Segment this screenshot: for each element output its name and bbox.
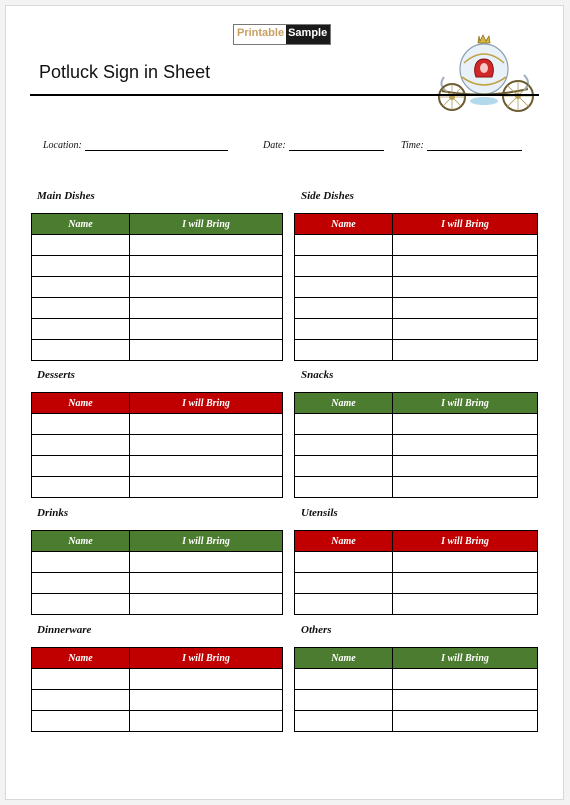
bring-cell[interactable] bbox=[130, 690, 283, 711]
table-main-dishes bbox=[31, 213, 283, 361]
name-cell[interactable] bbox=[295, 690, 393, 711]
table-utensils bbox=[294, 530, 538, 615]
bring-column-header: I will Bring bbox=[130, 531, 283, 552]
section-title-utensils: Utensils bbox=[301, 507, 338, 519]
table-row bbox=[295, 319, 538, 340]
table-header-row bbox=[295, 531, 538, 552]
name-column-header: Name bbox=[32, 393, 130, 414]
name-cell[interactable] bbox=[32, 340, 130, 361]
bring-cell[interactable] bbox=[393, 594, 538, 615]
page-title: Potluck Sign in Sheet bbox=[39, 62, 211, 82]
table-row bbox=[32, 414, 283, 435]
table-header-row bbox=[32, 214, 283, 235]
name-cell[interactable] bbox=[295, 573, 393, 594]
bring-column-header: I will Bring bbox=[393, 393, 538, 414]
bring-cell[interactable] bbox=[393, 573, 538, 594]
header-rule bbox=[30, 94, 539, 96]
name-cell[interactable] bbox=[32, 690, 130, 711]
name-cell[interactable] bbox=[295, 669, 393, 690]
bring-cell[interactable] bbox=[130, 298, 283, 319]
bring-cell[interactable] bbox=[130, 256, 283, 277]
name-cell[interactable] bbox=[32, 277, 130, 298]
table-row bbox=[295, 690, 538, 711]
table-row bbox=[32, 319, 283, 340]
bring-column-header: I will Bring bbox=[130, 648, 283, 669]
name-column-header: Name bbox=[295, 393, 393, 414]
bring-column-header: I will Bring bbox=[130, 393, 283, 414]
name-cell[interactable] bbox=[32, 319, 130, 340]
name-cell[interactable] bbox=[295, 594, 393, 615]
name-cell[interactable] bbox=[295, 298, 393, 319]
bring-column-header: I will Bring bbox=[130, 214, 283, 235]
name-column-header: Name bbox=[295, 214, 393, 235]
table-row bbox=[295, 298, 538, 319]
table-row bbox=[32, 711, 283, 732]
table-side-dishes bbox=[294, 213, 538, 361]
table-header-row bbox=[295, 214, 538, 235]
table-others bbox=[294, 647, 538, 732]
table-row bbox=[32, 256, 283, 277]
table-row bbox=[295, 277, 538, 298]
name-cell[interactable] bbox=[295, 414, 393, 435]
table-row bbox=[32, 235, 283, 256]
table-header-row bbox=[32, 531, 283, 552]
name-cell[interactable] bbox=[32, 298, 130, 319]
name-cell[interactable] bbox=[32, 669, 130, 690]
location-label: Location: bbox=[43, 140, 82, 151]
name-cell[interactable] bbox=[295, 552, 393, 573]
bring-cell[interactable] bbox=[393, 414, 538, 435]
table-header-row bbox=[32, 393, 283, 414]
carriage-icon bbox=[428, 33, 540, 113]
table-row bbox=[295, 235, 538, 256]
logo-part-2: Sample bbox=[286, 25, 330, 44]
table-header-row bbox=[295, 393, 538, 414]
table-row bbox=[32, 298, 283, 319]
table-row bbox=[32, 573, 283, 594]
table-row bbox=[32, 690, 283, 711]
table-dinnerware bbox=[31, 647, 283, 732]
bring-cell[interactable] bbox=[130, 477, 283, 498]
table-row bbox=[32, 456, 283, 477]
bring-column-header: I will Bring bbox=[393, 648, 538, 669]
name-cell[interactable] bbox=[295, 277, 393, 298]
bring-cell[interactable] bbox=[130, 573, 283, 594]
table-row bbox=[295, 456, 538, 477]
table-row bbox=[295, 256, 538, 277]
section-title-desserts: Desserts bbox=[37, 369, 75, 381]
location-line[interactable] bbox=[85, 139, 228, 151]
bring-cell[interactable] bbox=[130, 414, 283, 435]
time-line[interactable] bbox=[427, 139, 522, 151]
name-cell[interactable] bbox=[32, 477, 130, 498]
table-row bbox=[32, 594, 283, 615]
printable-sample-logo bbox=[233, 24, 331, 45]
section-title-snacks: Snacks bbox=[301, 369, 334, 381]
name-cell[interactable] bbox=[295, 435, 393, 456]
name-cell[interactable] bbox=[295, 235, 393, 256]
table-row bbox=[295, 414, 538, 435]
table-row bbox=[32, 435, 283, 456]
time-field[interactable] bbox=[401, 139, 522, 151]
table-row bbox=[32, 277, 283, 298]
name-column-header: Name bbox=[295, 531, 393, 552]
table-row bbox=[32, 669, 283, 690]
table-snacks bbox=[294, 392, 538, 498]
date-line[interactable] bbox=[289, 139, 384, 151]
bring-column-header: I will Bring bbox=[393, 214, 538, 235]
bring-cell[interactable] bbox=[130, 235, 283, 256]
name-cell[interactable] bbox=[32, 414, 130, 435]
bring-cell[interactable] bbox=[393, 690, 538, 711]
section-title-main-dishes: Main Dishes bbox=[37, 190, 95, 202]
bring-cell[interactable] bbox=[130, 319, 283, 340]
bring-cell[interactable] bbox=[393, 235, 538, 256]
date-field[interactable] bbox=[263, 139, 384, 151]
name-column-header: Name bbox=[32, 648, 130, 669]
name-cell[interactable] bbox=[32, 573, 130, 594]
name-cell[interactable] bbox=[295, 456, 393, 477]
bring-cell[interactable] bbox=[393, 552, 538, 573]
bring-cell[interactable] bbox=[393, 277, 538, 298]
name-cell[interactable] bbox=[32, 235, 130, 256]
table-row bbox=[295, 573, 538, 594]
table-drinks bbox=[31, 530, 283, 615]
table-row bbox=[32, 340, 283, 361]
name-cell[interactable] bbox=[32, 594, 130, 615]
bring-cell[interactable] bbox=[393, 669, 538, 690]
time-label: Time: bbox=[401, 140, 424, 151]
section-title-others: Others bbox=[301, 624, 332, 636]
name-cell[interactable] bbox=[295, 319, 393, 340]
bring-cell[interactable] bbox=[393, 319, 538, 340]
name-cell[interactable] bbox=[32, 435, 130, 456]
name-cell[interactable] bbox=[32, 256, 130, 277]
bring-cell[interactable] bbox=[393, 256, 538, 277]
logo-part-1: Printable bbox=[234, 25, 286, 44]
bring-cell[interactable] bbox=[130, 669, 283, 690]
table-row bbox=[295, 552, 538, 573]
bring-column-header: I will Bring bbox=[393, 531, 538, 552]
table-row bbox=[295, 711, 538, 732]
name-cell[interactable] bbox=[295, 256, 393, 277]
table-header-row bbox=[32, 648, 283, 669]
name-column-header: Name bbox=[32, 531, 130, 552]
bring-cell[interactable] bbox=[393, 477, 538, 498]
name-column-header: Name bbox=[32, 214, 130, 235]
section-title-drinks: Drinks bbox=[37, 507, 69, 519]
section-title-dinnerware: Dinnerware bbox=[37, 624, 92, 636]
table-row bbox=[295, 594, 538, 615]
bring-cell[interactable] bbox=[393, 435, 538, 456]
bring-cell[interactable] bbox=[130, 456, 283, 477]
bring-cell[interactable] bbox=[130, 340, 283, 361]
name-cell[interactable] bbox=[295, 477, 393, 498]
bring-cell[interactable] bbox=[393, 711, 538, 732]
table-row bbox=[32, 477, 283, 498]
bring-cell[interactable] bbox=[130, 711, 283, 732]
table-desserts bbox=[31, 392, 283, 498]
bring-cell[interactable] bbox=[130, 594, 283, 615]
name-cell[interactable] bbox=[32, 711, 130, 732]
bring-cell[interactable] bbox=[130, 277, 283, 298]
date-label: Date: bbox=[263, 140, 286, 151]
bring-cell[interactable] bbox=[393, 456, 538, 477]
location-field[interactable] bbox=[43, 139, 228, 151]
table-row bbox=[295, 435, 538, 456]
section-title-side-dishes: Side Dishes bbox=[301, 190, 354, 202]
table-row bbox=[295, 477, 538, 498]
table-row bbox=[32, 552, 283, 573]
table-row bbox=[295, 340, 538, 361]
name-cell[interactable] bbox=[295, 340, 393, 361]
bring-cell[interactable] bbox=[130, 552, 283, 573]
bring-cell[interactable] bbox=[393, 340, 538, 361]
bring-cell[interactable] bbox=[393, 298, 538, 319]
table-header-row bbox=[295, 648, 538, 669]
name-cell[interactable] bbox=[295, 711, 393, 732]
table-row bbox=[295, 669, 538, 690]
name-cell[interactable] bbox=[32, 552, 130, 573]
sign-in-sheet-page bbox=[5, 5, 564, 800]
name-column-header: Name bbox=[295, 648, 393, 669]
name-cell[interactable] bbox=[32, 456, 130, 477]
bring-cell[interactable] bbox=[130, 435, 283, 456]
